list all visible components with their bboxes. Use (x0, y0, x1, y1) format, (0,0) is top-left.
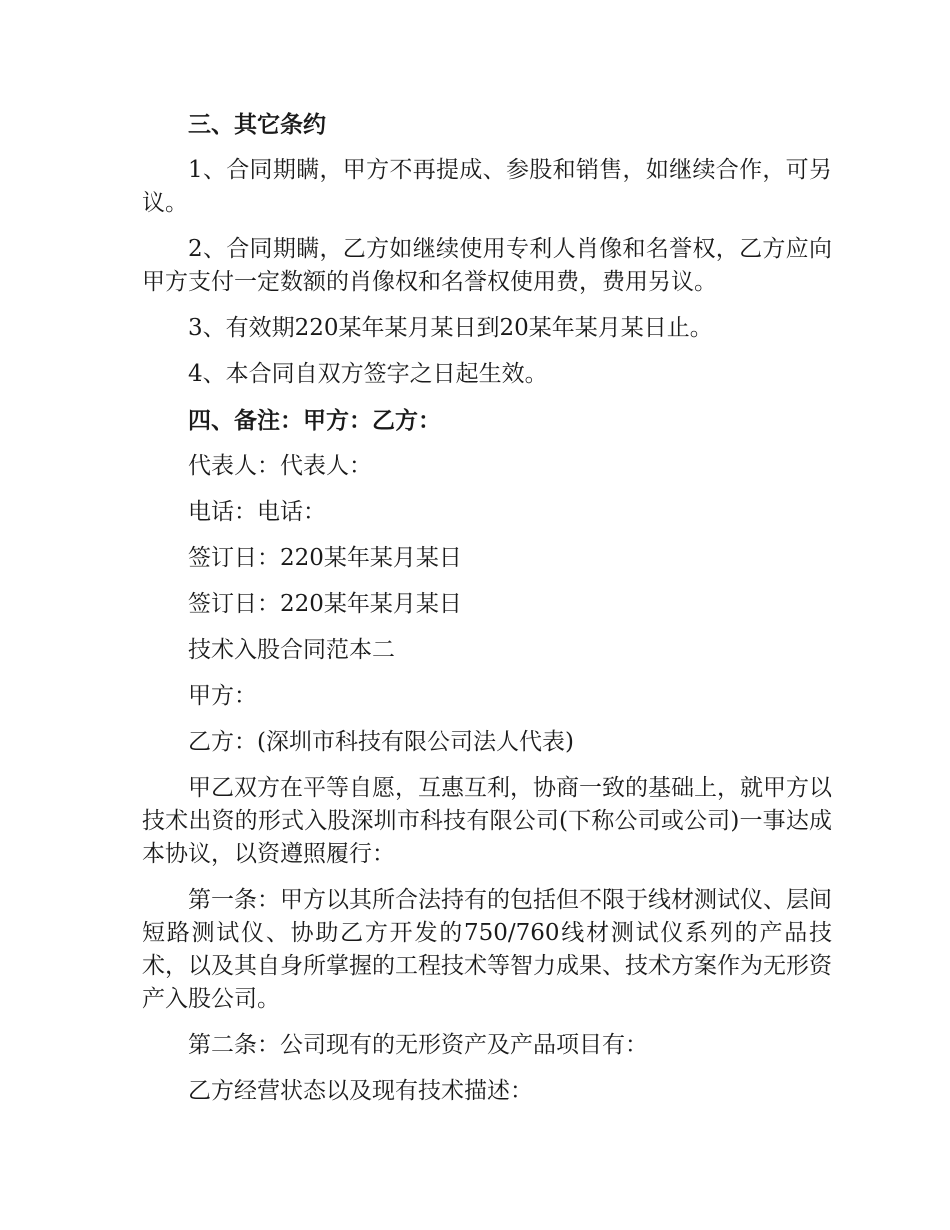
preamble-paragraph: 甲乙双方在平等自愿，互惠互利，协商一致的基础上，就甲方以技术出资的形式入股深圳市科技有限公司(下称公司或公司)一事达成本协议，以资遵照履行： (142, 775, 832, 867)
clause-paragraph: 2、合同期瞒，乙方如继续使用专利人肖像和名誉权，乙方应向甲方支付一定数额的肖像权和名誉权使用费，费用另议。 (142, 236, 832, 295)
party-b-line: 乙方：(深圳市科技有限公司法人代表) (188, 729, 574, 755)
clause-paragraph: 1、合同期瞒，甲方不再提成、参股和销售，如继续合作，可另议。 (142, 157, 832, 216)
signature-line-date: 签订日：220某年某月某日 (188, 545, 462, 571)
document-subtitle: 技术入股合同范本二 (188, 637, 395, 663)
party-a-line: 甲方： (188, 683, 257, 709)
document-body (142, 108, 832, 1121)
section-heading-remarks: 四、备注：甲方：乙方： (188, 407, 441, 434)
section-heading-other-terms: 三、其它条约 (188, 111, 326, 138)
signature-line-phone: 电话：电话： (188, 499, 326, 525)
clause-paragraph: 4、本合同自双方签字之日起生效。 (188, 361, 548, 387)
clause-paragraph: 3、有效期220某年某月某日到20某年某月某日止。 (188, 315, 713, 341)
body-paragraph: 乙方经营状态以及现有技术描述： (188, 1078, 533, 1104)
signature-line-date: 签订日：220某年某月某日 (188, 591, 462, 617)
signature-line-representative: 代表人：代表人： (188, 453, 372, 479)
article-paragraph: 第二条：公司现有的无形资产及产品项目有： (188, 1032, 648, 1058)
article-paragraph: 第一条：甲方以其所合法持有的包括但不限于线材测试仪、层间短路测试仪、协助乙方开发的750/760线材测试仪系列的产品技术，以及其自身所掌握的工程技术等智力成果、技术方案作为无形资产入股公司。 (142, 887, 832, 1012)
